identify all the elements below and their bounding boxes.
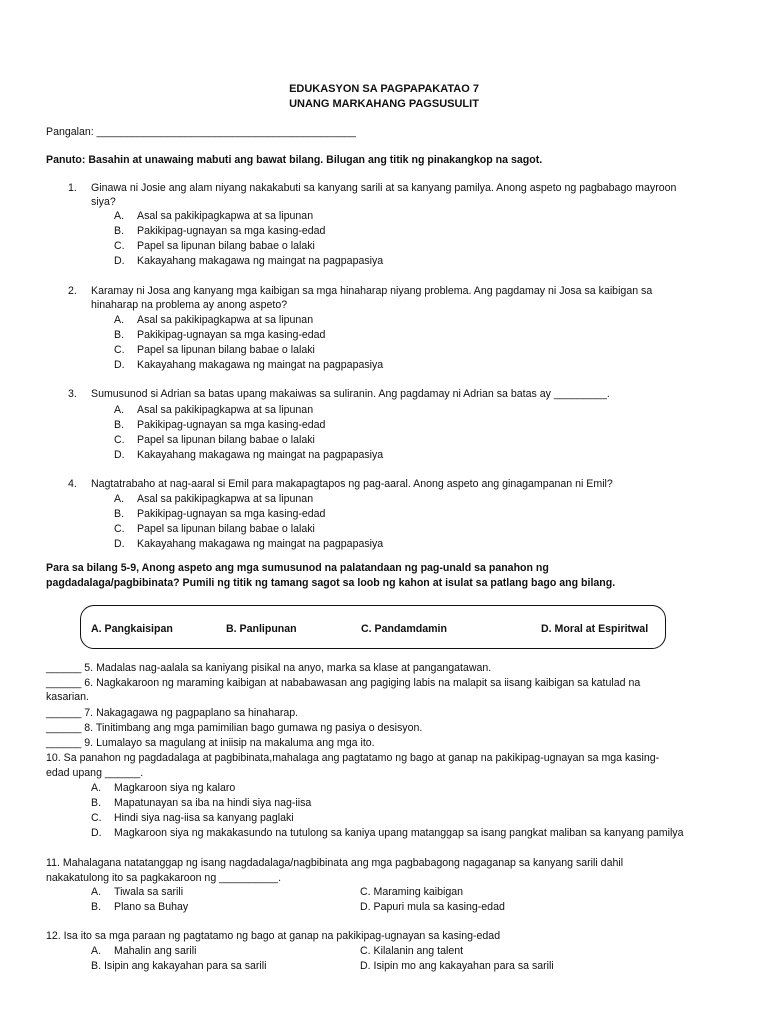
choice-letter: A. [114,404,125,416]
choice-b: Plano sa Buhay [114,901,189,913]
name-field-line: Pangalan: ____________________________________________ [46,126,356,138]
choice-b: Pakikipag-ugnayan sa mga kasing-edad [137,329,326,341]
exam-subtitle: UNANG MARKAHANG PAGSUSULIT [289,98,479,110]
question-number: 4. [68,478,77,490]
fill-item-8: ______ 8. Tinitimbang ang mga pamimilian bago gumawa ng pasiya o desisyon. [46,722,423,734]
exam-title: EDUKASYON SA PAGPAPAKATAO 7 [289,83,479,95]
choice-letter: B. [91,797,102,809]
choice-a: Mahalin ang sarili [114,945,197,957]
choice-letter: B. [114,225,125,237]
choice-letter: C. [114,240,125,252]
choice-letter: C. [114,434,125,446]
choice-letter: A. [114,210,125,222]
choice-b: Pakikipag-ugnayan sa mga kasing-edad [137,225,326,237]
choice-a: Tiwala sa sarili [114,886,184,898]
choice-b: Pakikipag-ugnayan sa mga kasing-edad [137,508,326,520]
question-text: 10. Sa panahon ng pagdadalaga at pagbibinata,mahalaga ang pagtatamo ng bago at ganap na pakikipag-ugnayan sa mga kasing- [46,752,660,764]
choice-c: C. Kilalanin ang talent [360,945,464,957]
fill-item-7: ______ 7. Nakagagawa ng pagpaplano sa hinaharap. [46,707,299,719]
question-number: 1. [68,182,77,194]
choice-letter: A. [91,886,102,898]
choice-letter: D. [114,538,125,550]
option-a: A. Pangkaisipan [91,623,173,635]
choice-d: Kakayahang makagawa ng maingat na pagpapasiya [137,255,384,267]
question-text: 11. Mahalagana natatanggap ng isang nagdadalaga/nagbibinata ang mga pagbabagong nagaganap sa kanyang sarili dahil [46,857,624,869]
choice-a: Magkaroon siya ng kalaro [114,782,236,794]
choice-c: Papel sa lipunan bilang babae o lalaki [137,434,315,446]
choice-letter: C. [114,344,125,356]
fill-item-9: ______ 9. Lumalayo sa magulang at iniisip na makaluma ang mga ito. [46,737,375,749]
choice-d: Kakayahang makagawa ng maingat na pagpapasiya [137,359,384,371]
choice-c: Papel sa lipunan bilang babae o lalaki [137,344,315,356]
choice-letter: A. [91,782,102,794]
choice-a: Asal sa pakikipagkapwa at sa lipunan [137,314,314,326]
option-d: D. Moral at Espiritwal [541,623,649,635]
choice-letter: A. [91,945,102,957]
question-text-cont: edad upang ______. [46,767,144,779]
choice-a: Asal sa pakikipagkapwa at sa lipunan [137,210,314,222]
choice-letter: C. [114,523,125,535]
question-text: Karamay ni Josa ang kanyang mga kaibigan sa mga hinaharap niyang problema. Ang pagdamay ni Josa sa kaibigan sa [91,285,653,297]
choice-letter: D. [114,359,125,371]
choice-letter: A. [114,493,125,505]
fill-item-6-cont: kasarian. [46,691,89,703]
question-number: 3. [68,388,77,400]
question-text: Sumusunod si Adrian sa batas upang makaiwas sa suliranin. Ang pagdamay ni Adrian sa batas ay _________. [91,388,610,400]
choice-d: D. Isipin mo ang kakayahan para sa sarili [360,960,554,972]
section2-instruction-cont: pagdadalaga/pagbibinata? Pumili ng titik ng tamang sagot sa loob ng kahon at isulat sa patlang bago ang bilang. [46,577,616,589]
option-c: C. Pandamdamin [361,623,447,635]
choice-c: C. Maraming kaibigan [360,886,464,898]
choice-b: Pakikipag-ugnayan sa mga kasing-edad [137,419,326,431]
section2-instruction: Para sa bilang 5-9, Anong aspeto ang mga sumusunod na palatandaan ng pag-unald sa panahon ng [46,562,549,574]
choice-letter: A. [114,314,125,326]
question-text-cont: nakakatulong ito sa pagkakaroon ng __________. [46,872,282,884]
choice-letter: B. [114,329,125,341]
choice-b: B. Isipin ang kakayahan para sa sarili [91,960,267,972]
choice-letter: D. [91,827,102,839]
question-text: Nagtatrabaho at nag-aaral si Emil para makapagtapos ng pag-aaral. Anong aspeto ang ginagampanan ni Emil? [91,478,613,490]
choice-a: Asal sa pakikipagkapwa at sa lipunan [137,493,314,505]
choice-c: Hindi siya nag-iisa sa kanyang paglaki [114,812,294,824]
choice-b: Mapatunayan sa iba na hindi siya nag-iisa [114,797,312,809]
fill-item-5: ______ 5. Madalas nag-aalala sa kaniyang pisikal na anyo, marka sa klase at pangangatawan. [46,662,492,674]
instructions: Panuto: Basahin at unawaing mabuti ang bawat bilang. Bilugan ang titik ng pinakangkop na sagot. [46,154,543,166]
choice-d: Magkaroon siya ng makakasundo na tutulong sa kaniya upang matanggap sa isang pangkat maliban sa kanyang pamilya [114,827,684,839]
choice-letter: B. [114,508,125,520]
choice-letter: D. [114,255,125,267]
question-text-cont: siya? [91,196,116,208]
choice-letter: B. [114,419,125,431]
choice-c: Papel sa lipunan bilang babae o lalaki [137,240,315,252]
choice-d: D. Papuri mula sa kasing-edad [360,901,505,913]
choice-letter: C. [91,812,102,824]
answer-options-box [80,605,666,649]
choice-d: Kakayahang makagawa ng maingat na pagpapasiya [137,538,384,550]
choice-d: Kakayahang makagawa ng maingat na pagpapasiya [137,449,384,461]
question-number: 2. [68,285,77,297]
choice-a: Asal sa pakikipagkapwa at sa lipunan [137,404,314,416]
option-b: B. Panlipunan [226,623,297,635]
question-text: 12. Isa ito sa mga paraan ng pagtatamo ng bago at ganap na pakikipag-ugnayan sa kasing-edad [46,930,501,942]
choice-c: Papel sa lipunan bilang babae o lalaki [137,523,315,535]
question-text: Ginawa ni Josie ang alam niyang nakakabuti sa kanyang sarili at sa kanyang pamilya. Anong aspeto ng pagbabago mayroon [91,182,677,194]
choice-letter: D. [114,449,125,461]
question-text-cont: hinaharap na problema ay anong aspeto? [91,299,288,311]
fill-item-6: ______ 6. Nagkakaroon ng maraming kaibigan at nababawasan ang pagiging labis na malapit sa iisang kaibigan sa katulad na [46,677,641,689]
choice-letter: B. [91,901,102,913]
